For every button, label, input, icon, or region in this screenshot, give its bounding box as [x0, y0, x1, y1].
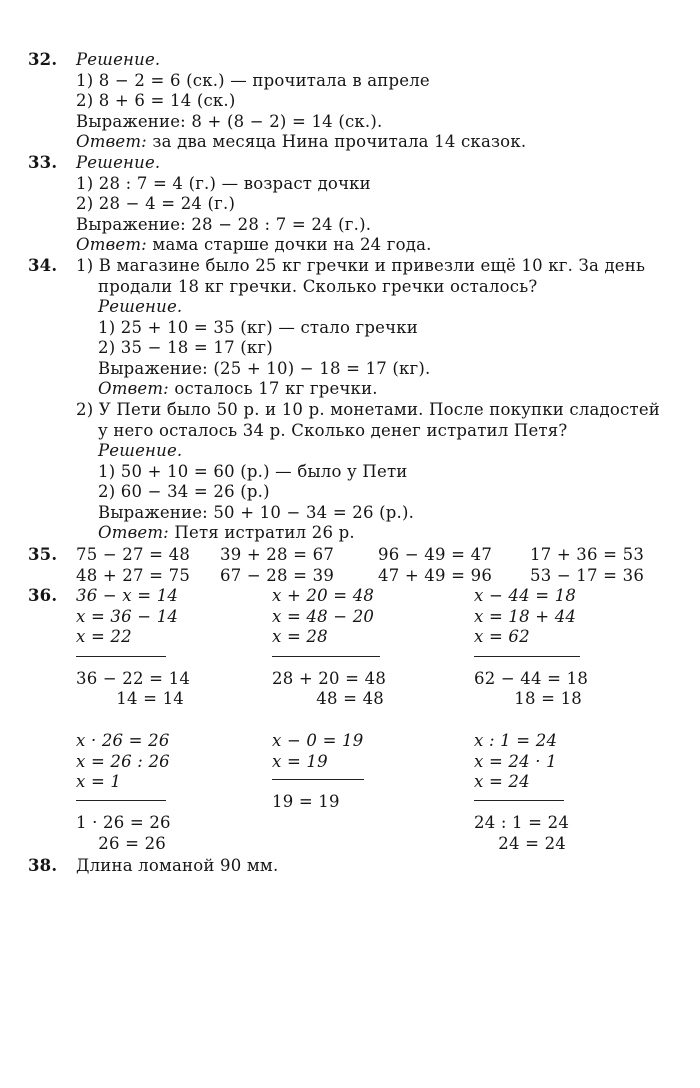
equation-4-line-3: x = 1: [76, 772, 122, 791]
problem-33-step-2: 2) 28 − 4 = 24 (г.): [76, 194, 236, 213]
task-1-answer: [98, 379, 378, 399]
problem-35-number: 35.: [28, 545, 58, 564]
problem-32-number: 32.: [28, 50, 58, 69]
divider-line: [272, 779, 364, 780]
equation: 96 − 49 = 47: [378, 545, 493, 564]
equation-3-line-3: x = 62: [474, 627, 530, 646]
equation-6-line-3: x = 24: [474, 772, 530, 791]
equation-3-check-result: 18 = 18: [514, 689, 582, 708]
equation: 53 − 17 = 36: [530, 566, 645, 585]
problem-33-answer: [76, 235, 432, 255]
divider-line: [272, 656, 380, 657]
divider-line: [474, 800, 564, 801]
equation-3-line-2: x = 18 + 44: [474, 607, 577, 626]
task-1-text-line-1: 1) В магазине было 25 кг гречки и привезли ещё 10 кг. За день: [76, 256, 646, 275]
problem-38-answer: Длина ломаной 90 мм.: [76, 856, 279, 875]
divider-line: [474, 656, 580, 657]
equation: 67 − 28 = 39: [220, 566, 335, 585]
equation-1-line-1: 36 − x = 14: [76, 586, 179, 605]
task-2-step-2: 2) 60 − 34 = 26 (р.): [98, 482, 270, 501]
task-2-step-1: 1) 50 + 10 = 60 (р.) — было у Пети: [98, 462, 408, 481]
problem-33-number: 33.: [28, 153, 58, 172]
task-1-text-line-2: продали 18 кг гречки. Сколько гречки осталось?: [98, 277, 538, 296]
answer-text: мама старше дочки на 24 года.: [152, 235, 432, 254]
equation-1-check: 36 − 22 = 14: [76, 669, 191, 688]
problem-32-answer: [76, 132, 526, 152]
equation: 48 + 27 = 75: [76, 566, 191, 585]
answer-label: Ответ:: [76, 235, 147, 254]
equation: 75 − 27 = 48: [76, 545, 191, 564]
equation-4-line-2: x = 26 : 26: [76, 752, 170, 771]
task-1-solution-heading: Решение.: [98, 297, 183, 316]
equation-5-line-1: x − 0 = 19: [272, 731, 364, 750]
answer-label: Ответ:: [98, 379, 169, 398]
equation-6-line-1: x : 1 = 24: [474, 731, 558, 750]
problem-33-solution-heading: Решение.: [76, 153, 161, 172]
problem-36-number: 36.: [28, 586, 58, 605]
equation-5-line-2: x = 19: [272, 752, 328, 771]
equation-2-check-result: 48 = 48: [316, 689, 384, 708]
equation-6-check: 24 : 1 = 24: [474, 813, 570, 832]
divider-line: [76, 800, 166, 801]
task-2-expression: Выражение: 50 + 10 − 34 = 26 (р.).: [98, 503, 415, 522]
equation-1-line-2: x = 36 − 14: [76, 607, 179, 626]
problem-32-step-1: 1) 8 − 2 = 6 (ск.) — прочитала в апреле: [76, 71, 430, 90]
problem-38-number: 38.: [28, 856, 58, 875]
equation: 47 + 49 = 96: [378, 566, 493, 585]
answer-label: Ответ:: [98, 523, 169, 542]
answer-text: за два месяца Нина прочитала 14 сказок.: [152, 132, 527, 151]
problem-33-step-1: 1) 28 : 7 = 4 (г.) — возраст дочки: [76, 174, 371, 193]
task-1-step-1: 1) 25 + 10 = 35 (кг) — стало гречки: [98, 318, 418, 337]
answer-text: Петя истратил 26 р.: [174, 523, 355, 542]
task-1-expression: Выражение: (25 + 10) − 18 = 17 (кг).: [98, 359, 431, 378]
equation-1-check-result: 14 = 14: [116, 689, 184, 708]
equation-2-line-2: x = 48 − 20: [272, 607, 375, 626]
equation-4-check: 1 · 26 = 26: [76, 813, 171, 832]
equation-6-line-2: x = 24 · 1: [474, 752, 557, 771]
task-2-answer: [98, 523, 355, 543]
answer-label: Ответ:: [76, 132, 147, 151]
equation-2-line-1: x + 20 = 48: [272, 586, 375, 605]
problem-32-expression: Выражение: 8 + (8 − 2) = 14 (ск.).: [76, 112, 383, 131]
equation-6-check-result: 24 = 24: [498, 834, 566, 853]
equation-4-line-1: x · 26 = 26: [76, 731, 170, 750]
divider-line: [76, 656, 166, 657]
task-2-text-line-1: 2) У Пети было 50 р. и 10 р. монетами. После покупки сладостей: [76, 400, 660, 419]
equation: 17 + 36 = 53: [530, 545, 645, 564]
equation-3-line-1: x − 44 = 18: [474, 586, 577, 605]
problem-34-number: 34.: [28, 256, 58, 275]
problem-32-step-2: 2) 8 + 6 = 14 (ск.): [76, 91, 236, 110]
equation-3-check: 62 − 44 = 18: [474, 669, 589, 688]
equation-1-line-3: x = 22: [76, 627, 132, 646]
equation-5-check: 19 = 19: [272, 792, 340, 811]
equation: 39 + 28 = 67: [220, 545, 335, 564]
task-1-step-2: 2) 35 − 18 = 17 (кг): [98, 338, 273, 357]
answer-text: осталось 17 кг гречки.: [174, 379, 378, 398]
equation-2-line-3: x = 28: [272, 627, 328, 646]
task-2-text-line-2: у него осталось 34 р. Сколько денег истратил Петя?: [98, 421, 568, 440]
equation-4-check-result: 26 = 26: [98, 834, 166, 853]
equation-2-check: 28 + 20 = 48: [272, 669, 387, 688]
problem-33-expression: Выражение: 28 − 28 : 7 = 24 (г.).: [76, 215, 372, 234]
problem-32-solution-heading: Решение.: [76, 50, 161, 69]
task-2-solution-heading: Решение.: [98, 441, 183, 460]
